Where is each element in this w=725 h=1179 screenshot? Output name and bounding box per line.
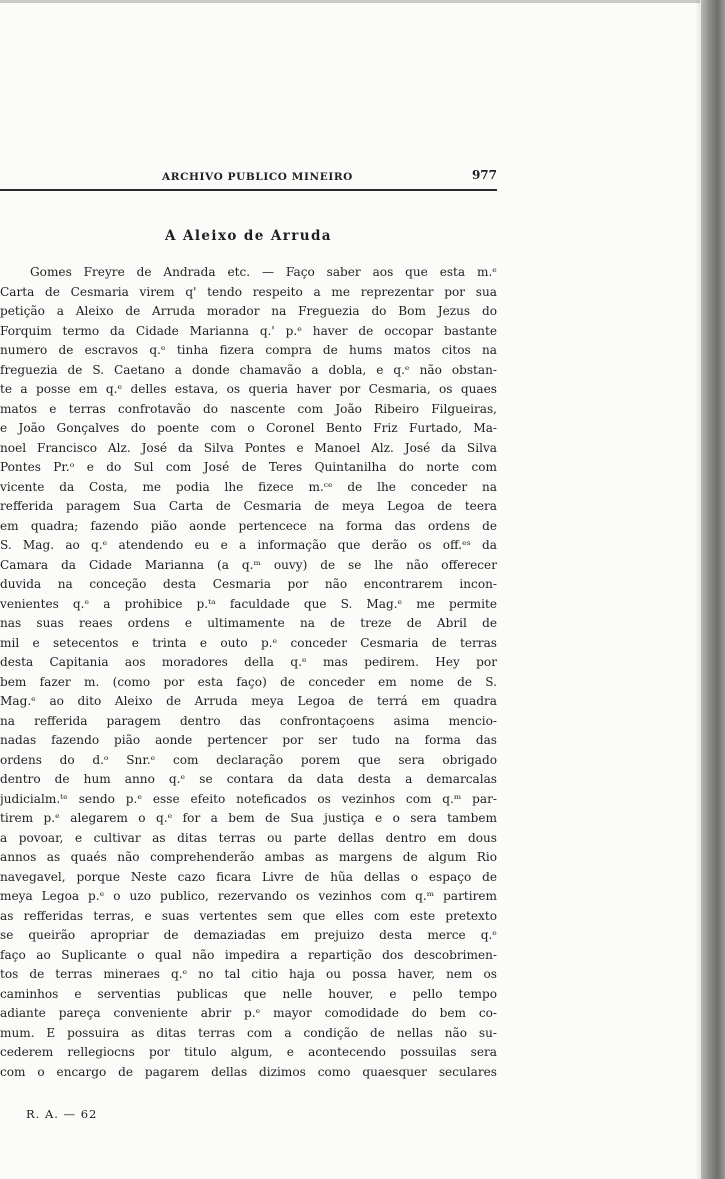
text-line: as refferidas terras, e suas vertentes sem que elles com este pretexto: [0, 908, 497, 923]
text-line: mil e setecentos e trinta e outo p.ᵉ conceder Cesmaria de terras: [0, 635, 497, 650]
page-number: 977: [471, 168, 497, 182]
text-line: em quadra; fazendo pião aonde pertencece na forma das ordens de: [0, 518, 497, 533]
text-line: bem fazer m. (como por esta faço) de conceder em nome de S.: [0, 674, 497, 689]
text-line: Gomes Freyre de Andrada etc. — Faço saber aos que esta m.ᵉ: [30, 265, 497, 279]
text-line: navegavel, porque Neste cazo ficara Livre de hũa dellas o espaço de: [0, 869, 497, 884]
running-title: ARCHIVO PUBLICO MINEIRO: [162, 171, 353, 183]
text-line: a povoar, e cultivar as ditas terras ou parte dellas dentro em dous: [0, 830, 497, 845]
page-top-edge: [0, 0, 700, 3]
body-text: [0, 263, 497, 1082]
text-line: refferida paragem Sua Carta de Cesmaria de meya Legoa de teera: [0, 499, 497, 513]
text-line: Forquim termo da Cidade Marianna q.' p.ᵉ haver de occopar bastante: [0, 323, 497, 338]
text-line: Camara da Cidade Marianna (a q.ᵐ ouvy) de se lhe não offerecer: [0, 557, 497, 572]
text-line: numero de escravos q.ᵉ tinha fizera compra de hums matos citos na: [0, 343, 497, 357]
text-line: petição a Aleixo de Arruda morador na Freguezia do Bom Jezus do: [0, 304, 497, 318]
text-line: adiante pareça conveniente abrir p.ᵉ mayor comodidade do bem co-: [0, 1006, 497, 1020]
text-line: desta Capitania aos moradores della q.ᵉ mas pedirem. Hey por: [0, 655, 497, 669]
text-line: se queirão apropriar de demaziadas em prejuizo desta merce q.ᵉ: [0, 928, 497, 942]
text-line: S. Mag. ao q.ᵉ atendendo eu e a informação que derão os off.ᵉˢ da: [0, 538, 497, 552]
text-line: cederem rellegiocns por titulo algum, e acontecendo possuilas sera: [0, 1045, 497, 1059]
text-line: judicialm.ᵗᵉ sendo p.ᵉ esse efeito noteficados os vezinhos com q.ᵐ par-: [0, 791, 497, 806]
text-line: meya Legoa p.ᵉ o uzo publico, rezervando os vezinhos com q.ᵐ partirem: [0, 889, 497, 903]
text-line: tirem p.ᵉ alegarem o q.ᵉ for a bem de Sua justiça e o sera tambem: [0, 811, 497, 825]
text-line: duvida na conceção desta Cesmaria por não encontrarem incon-: [0, 577, 497, 591]
text-line: com o encargo de pagarem dellas dizimos como quaesquer seculares: [0, 1064, 497, 1079]
text-line: vicente da Costa, me podia lhe fizece m.ᶜᵉ de lhe conceder na: [0, 479, 497, 494]
text-line: faço ao Suplicante o qual não impedira a repartição dos descobrimen-: [0, 947, 497, 962]
text-line: nas suas reaes ordens e ultimamente na de treze de Abril de: [0, 616, 497, 630]
text-line: tos de terras mineraes q.ᵉ no tal citio haja ou possa haver, nem os: [0, 967, 497, 981]
book-spine-edge: [701, 0, 725, 1179]
text-line: ordens do d.ᵒ Snr.ᵉ com declaração porem que sera obrigado: [0, 752, 497, 767]
text-line: Carta de Cesmaria virem q' tendo respeito a me reprezentar por sua: [0, 284, 497, 299]
text-line: dentro de hum anno q.ᵉ se contara da data desta a demarcalas: [0, 772, 497, 786]
footer-signature-mark: R. A. — 62: [26, 1107, 98, 1121]
text-line: e João Gonçalves do poente com o Coronel Bento Friz Furtado, Ma-: [0, 421, 497, 435]
text-line: noel Francisco Alz. José da Silva Pontes e Manoel Alz. José da Silva: [0, 440, 497, 455]
text-line: te a posse em q.ᵉ delles estava, os queria haver por Cesmaria, os quaes: [0, 382, 497, 396]
text-line: matos e terras confrotavão do nascente com João Ribeiro Filgueiras,: [0, 401, 497, 416]
text-line: Pontes Pr.ᵒ e do Sul com José de Teres Quintanilha do norte com: [0, 460, 497, 474]
header-rule: [0, 189, 497, 191]
text-line: freguezia de S. Caetano a donde chamavão a dobla, e q.ᵉ não obstan-: [0, 362, 497, 377]
running-header: [0, 168, 497, 184]
text-line: venientes q.ᵉ a prohibice p.ᵗᵃ faculdade que S. Mag.ᵉ me permite: [0, 596, 497, 611]
text-line: mum. E possuira as ditas terras com a condição de nellas não su-: [0, 1025, 497, 1040]
text-line: annos as quaés não comprehenderão ambas as margens de algum Rio: [0, 850, 497, 864]
text-line: na refferida paragem dentro das confrontaçoens asima mencio-: [0, 713, 497, 728]
text-line: caminhos e serventias publicas que nelle houver, e pello tempo: [0, 986, 497, 1001]
text-line: nadas fazendo pião aonde pertencer por ser tudo na forma das: [0, 733, 497, 747]
document-title: A Aleixo de Arruda: [165, 228, 332, 244]
text-line: Mag.ᵉ ao dito Aleixo de Arruda meya Legoa de terrá em quadra: [0, 694, 497, 708]
